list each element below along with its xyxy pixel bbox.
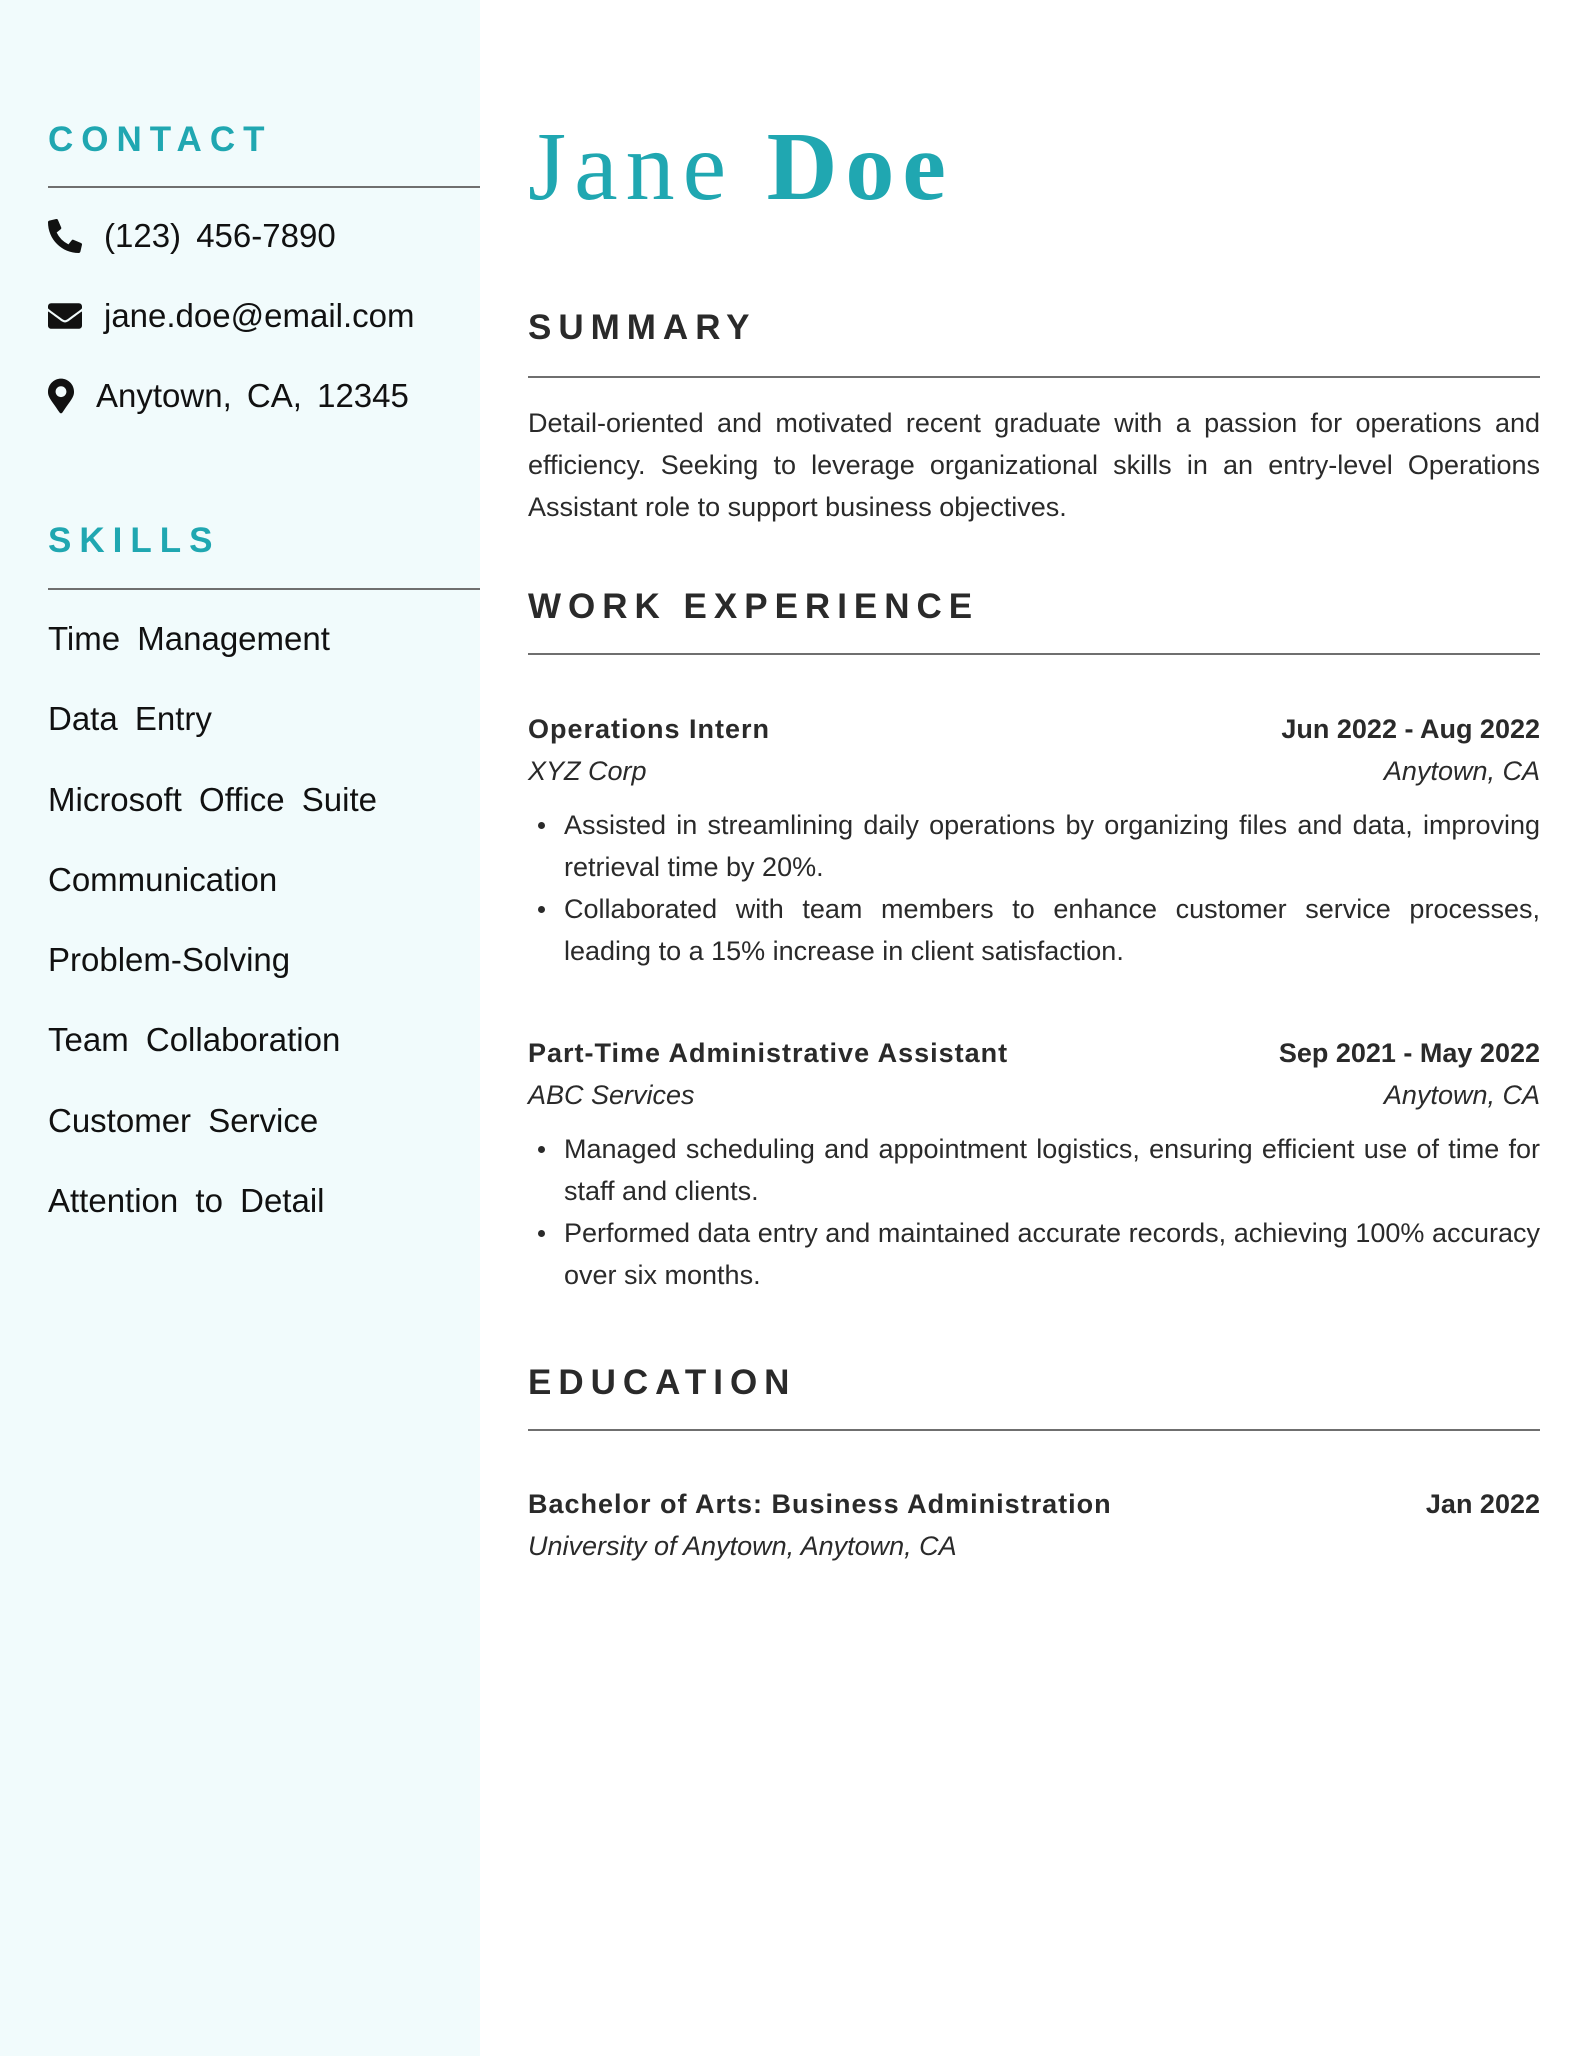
contact-location [48, 374, 409, 418]
skill-item: Time Management [48, 620, 330, 657]
job-dates: Sep 2021 - May 2022 [1278, 1038, 1540, 1068]
job-company: ABC Services [528, 1080, 695, 1110]
experience-heading: WORK EXPERIENCE [528, 587, 980, 626]
job-entry [528, 1032, 1540, 1296]
phone-icon [48, 214, 104, 258]
degree-title: Bachelor of Arts: Business Administration [528, 1489, 1112, 1519]
skill-item: Problem-Solving [48, 941, 291, 979]
skills-list [48, 614, 377, 1256]
contact-divider [48, 186, 480, 188]
applicant-name [528, 112, 954, 222]
summary-heading: SUMMARY [528, 308, 757, 347]
job-dates: Jun 2022 - Aug 2022 [1281, 714, 1540, 744]
job-bullet: Assisted in streamlining daily operations by organizing files and data, improving retrieval time by 20%. [564, 804, 1540, 888]
contact-email-text: jane.doe@email.com [104, 297, 415, 334]
skills-divider [48, 588, 480, 590]
skill-item: Microsoft Office Suite [48, 780, 378, 818]
job-location: Anytown, CA [1383, 756, 1540, 786]
sidebar [0, 0, 480, 2056]
job-title: Part-Time Administrative Assistant [528, 1038, 1009, 1068]
contact-location-text: Anytown, CA, 12345 [96, 377, 409, 414]
contact-phone-text: (123) 456-7890 [104, 217, 336, 254]
last-name: Doe [766, 113, 954, 221]
job-bullet: Managed scheduling and appointment logistics, ensuring efficient use of time for staff and clients. [564, 1128, 1540, 1212]
job-entry [528, 708, 1540, 972]
skill-item: Team Collaboration [48, 1021, 341, 1059]
envelope-icon [48, 294, 104, 338]
job-bullets [528, 1128, 1540, 1296]
job-bullet: Performed data entry and maintained accurate records, achieving 100% accuracy over six months. [564, 1212, 1540, 1296]
school-name: University of Anytown, Anytown, CA [528, 1531, 957, 1561]
skill-item: Data Entry [48, 700, 212, 738]
experience-divider [528, 653, 1540, 655]
summary-text: Detail-oriented and motivated recent graduate with a passion for operations and efficiency. Seeking to leverage organizational skills in an entry-level Operations Assistant role to support business objectives. [528, 408, 1540, 522]
job-company: XYZ Corp [528, 756, 647, 786]
map-pin-icon [48, 374, 96, 418]
job-title: Operations Intern [528, 714, 771, 744]
skill-item: Customer Service [48, 1101, 319, 1139]
job-bullet: Collaborated with team members to enhance customer service processes, leading to a 15% increase in client satisfaction. [564, 888, 1540, 972]
skill-item: Attention to Detail [48, 1182, 325, 1220]
contact-heading: CONTACT [48, 120, 273, 159]
summary-divider [528, 376, 1540, 378]
contact-phone [48, 214, 336, 258]
skills-heading: SKILLS [48, 521, 221, 560]
education-divider [528, 1429, 1540, 1431]
degree-date: Jan 2022 [1425, 1489, 1540, 1519]
skill-item: Communication [48, 860, 278, 898]
education-heading: EDUCATION [528, 1363, 797, 1402]
job-bullets [528, 804, 1540, 972]
education-entry [528, 1483, 1540, 1567]
contact-email [48, 294, 415, 338]
first-name: Jane [528, 113, 735, 221]
job-location: Anytown, CA [1383, 1080, 1540, 1110]
